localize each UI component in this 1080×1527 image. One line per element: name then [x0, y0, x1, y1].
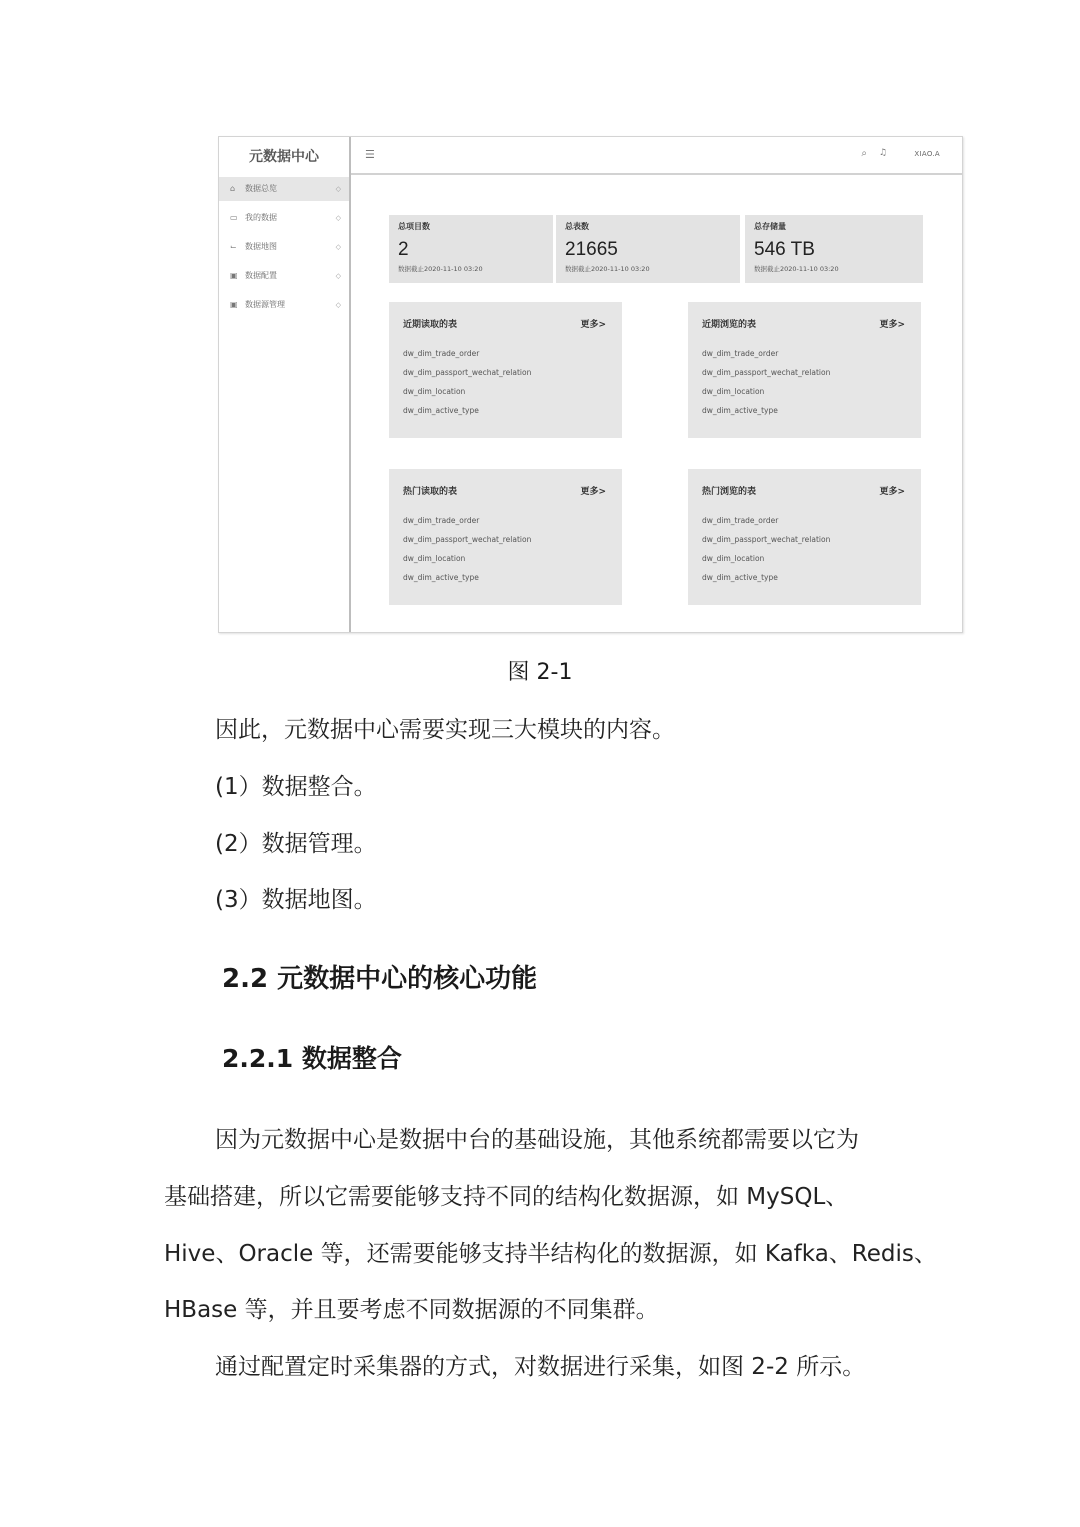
list-item[interactable]: dw_dim_passport_wechat_relation	[702, 368, 831, 377]
paragraph-line: 因为元数据中心是数据中台的基础设施，其他系统都需要以它为	[215, 1127, 859, 1153]
subsection-heading: 2.2.1 数据整合	[222, 1044, 402, 1073]
list-item[interactable]: dw_dim_location	[702, 554, 765, 563]
folder-icon: ▭	[230, 213, 238, 222]
module-item: (2）数据管理。	[215, 831, 377, 857]
list-item[interactable]: dw_dim_active_type	[702, 406, 778, 415]
table-list	[403, 515, 531, 591]
sidebar-item-label: 我的数据	[245, 213, 277, 222]
card-title: 热门浏览的表	[702, 487, 757, 497]
chevron-icon: ◇	[335, 214, 341, 222]
stat-note: 数据截止2020-11-10 03:20	[398, 265, 483, 273]
sidebar	[219, 137, 351, 632]
chevron-icon: ◇	[335, 272, 341, 280]
list-item[interactable]: dw_dim_trade_order	[403, 516, 480, 525]
paragraph-line: HBase 等，并且要考虑不同数据源的不同集群。	[164, 1297, 659, 1323]
search-icon[interactable]: ⌕	[861, 148, 867, 159]
stat-value: 21665	[565, 239, 618, 260]
table-list	[403, 348, 531, 424]
module-item: (1）数据整合。	[215, 774, 377, 800]
chart-icon: ⌙	[230, 242, 237, 251]
list-item[interactable]: dw_dim_passport_wechat_relation	[403, 535, 532, 544]
module-item: (3）数据地图。	[215, 887, 377, 913]
list-item[interactable]: dw_dim_trade_order	[702, 349, 779, 358]
card-hot-browse	[688, 469, 921, 605]
list-item[interactable]: dw_dim_active_type	[702, 573, 778, 582]
card-recent-read	[389, 302, 622, 438]
stat-note: 数据截止2020-11-10 03:20	[565, 265, 650, 273]
card-title: 热门读取的表	[403, 487, 458, 497]
list-item[interactable]: dw_dim_trade_order	[403, 349, 480, 358]
card-hot-read	[389, 469, 622, 605]
list-item[interactable]: dw_dim_location	[403, 554, 466, 563]
sidebar-item-label: 数据源管理	[245, 300, 285, 309]
sidebar-item-label: 数据配置	[245, 271, 277, 280]
stat-card-projects	[389, 215, 553, 283]
card-title: 近期读取的表	[403, 320, 458, 330]
user-name[interactable]: XIAO.A	[914, 150, 940, 158]
menu-fold-icon[interactable]: ☰	[365, 148, 375, 161]
card-recent-browse	[688, 302, 921, 438]
list-item[interactable]: dw_dim_trade_order	[702, 516, 779, 525]
list-item[interactable]: dw_dim_passport_wechat_relation	[702, 535, 831, 544]
stat-note: 数据截止2020-11-10 03:20	[754, 265, 839, 273]
stat-label: 总表数	[565, 222, 589, 231]
stat-card-tables	[556, 215, 740, 283]
list-item[interactable]: dw_dim_location	[702, 387, 765, 396]
stat-value: 546 TB	[754, 239, 815, 260]
chevron-icon: ◇	[335, 301, 341, 309]
sidebar-item-datasource[interactable]	[219, 293, 349, 317]
list-item[interactable]: dw_dim_active_type	[403, 573, 479, 582]
table-list	[702, 348, 830, 424]
more-link[interactable]: 更多>	[879, 487, 905, 497]
more-link[interactable]: 更多>	[580, 320, 606, 330]
paragraph-line: 基础搭建，所以它需要能够支持不同的结构化数据源，如 MySQL、	[164, 1184, 849, 1210]
sidebar-item-my-data[interactable]	[219, 206, 349, 230]
sidebar-menu	[219, 177, 349, 317]
stat-label: 总项目数	[398, 222, 430, 231]
bell-icon[interactable]: ♫	[878, 148, 887, 158]
stat-label: 总存储量	[754, 222, 786, 231]
stat-value: 2	[398, 239, 409, 260]
list-item[interactable]: dw_dim_passport_wechat_relation	[403, 368, 532, 377]
paragraph-line: 通过配置定时采集器的方式，对数据进行采集，如图 2-2 所示。	[215, 1354, 866, 1380]
more-link[interactable]: 更多>	[879, 320, 905, 330]
figure-caption: 图 2-1	[507, 660, 573, 685]
intro-paragraph: 因此，元数据中心需要实现三大模块的内容。	[215, 717, 675, 743]
list-item[interactable]: dw_dim_active_type	[403, 406, 479, 415]
dashboard-main	[351, 175, 962, 632]
stat-card-storage	[745, 215, 923, 283]
app-logo: 元数据中心	[249, 149, 319, 165]
paragraph-line: Hive、Oracle 等，还需要能够支持半结构化的数据源，如 Kafka、Redis、	[164, 1241, 937, 1267]
home-icon: ⌂	[230, 184, 236, 193]
section-heading: 2.2 元数据中心的核心功能	[222, 964, 538, 994]
sidebar-item-label: 数据地图	[245, 242, 277, 251]
sidebar-item-data-map[interactable]	[219, 235, 349, 259]
chevron-icon: ◇	[335, 243, 341, 251]
table-list	[702, 515, 830, 591]
config-icon: ▣	[230, 271, 238, 280]
topbar	[351, 137, 962, 175]
sidebar-item-label: 数据总览	[245, 184, 277, 193]
list-item[interactable]: dw_dim_location	[403, 387, 466, 396]
sidebar-item-data-config[interactable]	[219, 264, 349, 288]
more-link[interactable]: 更多>	[580, 487, 606, 497]
chevron-icon: ◇	[335, 185, 341, 193]
card-title: 近期浏览的表	[702, 320, 757, 330]
sidebar-item-overview[interactable]	[219, 177, 349, 201]
app-screenshot	[218, 136, 963, 633]
datasource-icon: ▣	[230, 300, 238, 309]
